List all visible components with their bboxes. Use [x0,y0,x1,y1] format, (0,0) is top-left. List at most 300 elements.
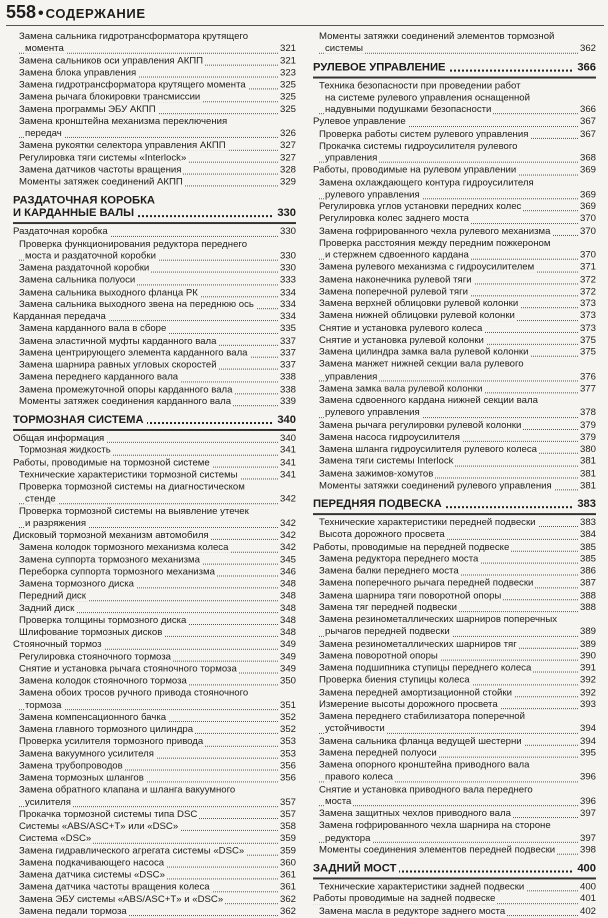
entry-page-number: 377 [579,383,596,395]
entry-page-number: 394 [579,723,596,735]
toc-entry[interactable] [313,687,596,699]
entry-page-number: 401 [579,893,596,905]
toc-entry-line [19,833,296,845]
entry-text: Замена переднего карданного вала [19,371,179,383]
toc-entry[interactable] [313,286,596,298]
toc-entry[interactable] [313,675,596,687]
toc-section-heading[interactable] [313,498,596,515]
toc-entry[interactable] [13,67,296,79]
toc-entry[interactable] [13,384,296,396]
toc-entry[interactable] [13,882,296,894]
toc-entry[interactable] [13,164,296,176]
toc-entry[interactable] [313,578,596,590]
toc-entry[interactable] [13,724,296,736]
toc-entry[interactable] [13,104,296,116]
toc-entry-line [19,712,296,724]
toc-entry[interactable] [313,420,596,432]
toc-entry-line [319,226,596,238]
entry-page-number: 325 [279,91,296,103]
entry-page-number: 342 [279,529,296,541]
entry-text: Замена тормозных шлангов [19,772,144,784]
toc-entry-line [319,80,596,92]
toc-entry[interactable] [313,80,596,116]
toc-entry[interactable] [13,809,296,821]
toc-entry-line [19,140,296,152]
toc-section-heading[interactable] [313,863,596,880]
toc-entry[interactable] [13,457,296,469]
toc-entry[interactable] [313,262,596,274]
entry-page-number: 337 [279,335,296,347]
toc-entry[interactable] [13,445,296,457]
toc-entry[interactable] [13,481,296,505]
toc-entry-line [19,773,296,785]
toc-entry[interactable] [13,845,296,857]
entry-text: тормоза [25,699,62,711]
toc-entry-line [313,116,596,128]
page-header [6,2,146,24]
toc-entry[interactable] [13,31,296,55]
toc-entry-line [19,263,296,275]
section-rule [13,429,296,431]
toc-entry[interactable] [313,141,596,165]
toc-entry[interactable] [313,310,596,322]
toc-entry[interactable] [313,129,596,141]
entry-text: Замена редуктора переднего моста [319,553,479,565]
toc-entry[interactable] [13,894,296,906]
entry-page-number: 327 [279,152,296,164]
toc-entry-line [19,55,296,67]
toc-entry[interactable] [13,736,296,748]
toc-entry-line [319,796,596,808]
toc-entry-line [319,335,596,347]
toc-entry[interactable] [13,578,296,590]
entry-page-number: 381 [579,468,596,479]
entry-page-number: 327 [279,140,296,152]
toc-entry[interactable] [313,784,596,808]
toc-entry[interactable] [313,395,596,419]
entry-page-number: 389 [579,626,596,638]
toc-entry-line [319,772,596,784]
entry-page-number: 388 [579,601,596,613]
toc-entry[interactable] [313,614,596,638]
entry-page-number: 338 [279,371,296,383]
toc-entry-line [19,675,296,687]
entry-page-number: 321 [279,55,296,67]
toc-entry-line [19,857,296,869]
toc-entry[interactable] [13,152,296,164]
toc-entry-line [19,299,296,311]
entry-page-number: 335 [279,323,296,335]
entry-page-number: 385 [579,553,596,565]
toc-entry[interactable] [313,165,596,177]
entry-text: на системе рулевого управления оснащенной [325,92,531,104]
section-page-number: 383 [574,498,596,511]
toc-entry[interactable] [13,530,296,542]
toc-entry[interactable] [313,663,596,675]
entry-text: Снятие и установка приводного вала переднего [319,783,533,795]
entry-page-number: 397 [579,808,596,820]
entry-text: Замена манжет нижней секции вала рулевого [319,358,524,370]
toc-entry-line [13,530,296,542]
toc-entry[interactable] [313,335,596,347]
toc-entry[interactable] [13,554,296,566]
entry-page-number: 388 [579,589,596,601]
toc-entry[interactable] [313,238,596,262]
entry-text: Замена программы ЭБУ АКПП [19,103,156,115]
entry-text: Проверка толщины тормозного диска [19,614,187,626]
toc-entry[interactable] [13,177,296,189]
toc-section-heading[interactable] [313,61,596,78]
toc-entry-line [13,433,296,445]
entry-page-number: 353 [279,736,296,748]
toc-entry[interactable] [313,894,596,906]
entry-text: Замена подшипника ступицы переднего колеса [319,662,532,674]
entry-text: Замена гидравлического агрегата системы «DSC» [19,845,245,857]
entry-page-number: 359 [279,845,296,857]
toc-entry-line [313,541,596,553]
entry-page-number: 383 [579,517,596,528]
entry-text: Замена поворотной опоры [319,650,438,662]
entry-page-number: 373 [579,298,596,310]
toc-entry[interactable] [313,517,596,529]
entry-text: Проверка тормозной системы на выявление утечек [19,505,249,517]
entry-page-number: 367 [579,116,596,128]
toc-entry[interactable] [313,881,596,893]
toc-entry-line [19,821,296,833]
toc-entry[interactable] [13,396,296,408]
toc-entry[interactable] [13,140,296,152]
entry-page-number: 330 [279,262,296,274]
entry-text: Замена карданного вала в сборе [19,323,167,335]
entry-page-number: 328 [279,164,296,176]
section-title-line: И КАРДАННЫЕ ВАЛЫ [13,207,137,219]
entry-text: Замена охлаждающего контура гидроусилителя [319,177,534,188]
toc-entry[interactable] [313,566,596,578]
entry-text: Системы «ABS/ASC+T» или «DSC» [19,821,179,832]
entry-text: Замена рукоятки селектора управления АКПП [19,140,226,152]
entry-text: Замена трубопроводов [19,760,123,772]
toc-entry-line [319,529,596,541]
section-title-last-line [313,498,596,511]
toc-entry-line [319,906,596,918]
section-title-line: ПЕРЕДНЯЯ ПОДВЕСКА [313,498,445,510]
toc-entry-line [319,359,596,371]
entry-text: Технические характеристики передней подвески [319,517,536,528]
toc-entry-line [19,43,296,55]
toc-entry-line [319,602,596,614]
entry-page-number: 386 [579,565,596,577]
toc-entry-line [19,542,296,554]
entry-page-number: 362 [579,43,596,55]
toc-entry[interactable] [313,480,596,492]
entry-page-number: 356 [279,772,296,784]
entry-text: Регулировка стояночного тормоза [19,651,172,663]
toc-entry[interactable] [313,432,596,444]
toc-entry[interactable] [313,359,596,383]
toc-entry-line [19,845,296,857]
entry-text: Высота дорожного просвета [319,529,445,541]
entry-text: Замена ЭБУ системы «ABS/ASC+T» и «DSC» [19,893,224,905]
entry-page-number: 387 [579,577,596,589]
toc-entry[interactable] [13,263,296,275]
toc-entry[interactable] [13,311,296,323]
toc-entry[interactable] [313,177,596,201]
toc-entry[interactable] [313,541,596,553]
toc-entry-line [19,287,296,299]
toc-entry[interactable] [13,323,296,335]
toc-entry-line [19,164,296,176]
entry-page-number: 393 [579,699,596,710]
entry-page-number: 356 [279,760,296,772]
toc-entry[interactable] [313,213,596,225]
entry-page-number: 341 [279,445,296,456]
toc-entry[interactable] [13,80,296,92]
toc-section-heading[interactable] [13,414,296,431]
toc-entry-line [319,468,596,480]
toc-entry[interactable] [313,529,596,541]
entry-text: Замена шарнира тяги поворотной опоры [319,589,502,601]
entry-page-number: 357 [279,808,296,820]
toc-entry-line [319,262,596,274]
entry-page-number: 321 [279,43,296,55]
toc-entry[interactable] [313,347,596,359]
toc-entry[interactable] [13,906,296,918]
entry-page-number: 349 [279,651,296,663]
toc-entry[interactable] [13,748,296,760]
toc-entry[interactable] [13,469,296,481]
entry-page-number: 325 [279,103,296,115]
toc-entry[interactable] [13,833,296,845]
toc-entry-line [19,335,296,347]
entry-page-number: 380 [579,443,596,455]
toc-entry[interactable] [13,506,296,530]
toc-entry[interactable] [13,663,296,675]
toc-entry[interactable] [313,323,596,335]
toc-entry-line [319,663,596,675]
toc-entry[interactable] [313,201,596,213]
toc-entry-line [319,614,596,626]
toc-entry[interactable] [13,712,296,724]
toc-entry-line [319,213,596,225]
toc-entry[interactable] [313,298,596,310]
toc-entry-line [319,274,596,286]
toc-entry[interactable] [313,226,596,238]
toc-entry-line [19,651,296,663]
entry-text: момента [25,43,64,55]
entry-page-number: 372 [579,286,596,298]
entry-text: усилителя [25,796,71,808]
toc-entry[interactable] [13,688,296,712]
toc-entry-line [19,724,296,736]
toc-entry[interactable] [313,274,596,286]
toc-entry[interactable] [313,906,596,918]
toc-entry-line [19,688,296,700]
toc-entry[interactable] [13,773,296,785]
entry-page-number: 361 [279,869,296,881]
toc-entry-line [19,494,296,506]
toc-entry[interactable] [13,542,296,554]
entry-text: Проверка биения ступицы колеса [319,674,470,686]
section-title-line: ТОРМОЗНАЯ СИСТЕМА [13,414,147,426]
section-page-number: 400 [574,863,596,876]
toc-entry-line [319,626,596,638]
entry-page-number: 370 [579,249,596,261]
entry-text: Прокачка системы гидроусилителя рулевого [319,140,518,152]
toc-entry[interactable] [313,735,596,747]
toc-entry-line [19,323,296,335]
entry-page-number: 341 [279,457,296,469]
toc-entry-line [319,323,596,335]
toc-entry[interactable] [13,372,296,384]
toc-entry[interactable] [13,627,296,639]
toc-entry-line [19,627,296,639]
entry-text: моста [325,796,352,807]
toc-entry[interactable] [13,348,296,360]
toc-entry[interactable] [13,857,296,869]
toc-entry[interactable] [13,275,296,287]
entry-text: Замена резинометаллических шарниров тяг [319,638,517,650]
entry-page-number: 360 [279,857,296,869]
toc-entry[interactable] [313,638,596,650]
toc-entry-line [19,554,296,566]
toc-entry[interactable] [313,699,596,711]
entry-text: редуктора [325,832,371,844]
entry-text: Стояночный тормоз [13,639,102,650]
toc-entry[interactable] [313,808,596,820]
toc-entry[interactable] [313,748,596,760]
toc-entry-line [19,152,296,164]
section-rule [13,222,296,224]
entry-page-number: 389 [579,638,596,650]
toc-entry-line [319,238,596,250]
toc-entry-line [319,286,596,298]
entry-text: передач [25,128,62,139]
entry-text: Замена тяг передней подвески [319,601,457,613]
toc-entry-line [19,615,296,627]
entry-text: Карданная передача [13,311,106,323]
entry-text: Технические характеристики тормозной системы [19,469,238,481]
entry-page-number: 349 [279,639,296,650]
toc-entry-line [319,298,596,310]
toc-entry-line [19,275,296,287]
entry-page-number: 368 [579,152,596,164]
toc-entry[interactable] [313,444,596,456]
toc-entry[interactable] [313,590,596,602]
toc-entry[interactable] [13,651,296,663]
toc-entry[interactable] [13,785,296,809]
toc-entry[interactable] [13,870,296,882]
toc-entry[interactable] [13,116,296,140]
entry-text: Замена гофрированного чехла рулевого механизма [319,225,551,237]
section-title-line: РАЗДАТОЧНАЯ КОРОБКА [13,194,155,207]
toc-entry[interactable] [313,116,596,128]
toc-entry-line [319,808,596,820]
header-bullet: • [38,5,44,22]
entry-text: Система «DSC» [19,833,92,845]
toc-entry[interactable] [13,433,296,445]
toc-entry[interactable] [13,360,296,372]
entry-text: Замена нижней облицовки рулевой колонки [319,310,515,322]
toc-entry[interactable] [13,603,296,615]
entry-text: Работы, проводимые на тормозной системе [13,457,210,469]
toc-section-heading[interactable] [13,195,296,225]
toc-entry[interactable] [313,602,596,614]
section-rule [313,513,596,515]
entry-text: Замена тормозного диска [19,578,134,590]
section-page-number: 330 [274,207,296,220]
toc-entry[interactable] [13,238,296,262]
entry-text: Замена кронштейна механизма переключения [19,115,228,127]
entry-text: Замена педали тормоза [19,905,127,917]
entry-page-number: 392 [579,686,596,698]
entry-text: Замена колодок стояночного тормоза [19,675,187,687]
entry-text: Замена обратного клапана и шланга вакуумного [19,784,236,796]
entry-text: Дисковый тормозной механизм автомобиля [13,529,209,541]
toc-entry[interactable] [313,383,596,395]
entry-text: и разряжения [25,517,87,529]
entry-page-number: 392 [579,674,596,686]
section-title-line: РУЛЕВОЕ УПРАВЛЕНИЕ [313,61,448,73]
toc-entry[interactable] [313,760,596,784]
entry-text: управления [325,152,378,164]
entry-text: Замена датчика частоты вращения колеса [19,881,210,893]
entry-text: Замена передней амортизационной стойки [319,686,512,698]
toc-entry-line [319,250,596,262]
toc-entry[interactable] [13,299,296,311]
toc-entry[interactable] [13,287,296,299]
toc-entry-line [19,591,296,603]
toc-entry[interactable] [313,711,596,735]
toc-entry[interactable] [313,553,596,565]
entry-page-number: 326 [279,128,296,139]
toc-entry[interactable] [13,591,296,603]
entry-page-number: 348 [279,602,296,614]
entry-page-number: 351 [279,699,296,711]
toc-entry[interactable] [13,821,296,833]
toc-entry[interactable] [313,456,596,468]
toc-entry[interactable] [13,615,296,627]
toc-entry-line [19,506,296,518]
entry-page-number: 369 [579,189,596,201]
toc-entry[interactable] [13,55,296,67]
entry-text: Проверка функционирования редуктора переднего [19,238,248,250]
toc-entry[interactable] [13,92,296,104]
toc-entry-line [19,445,296,457]
entry-text: Замена обоих тросов ручного привода стояночного [19,687,249,699]
entry-text: Работы проводимые на задней подвеске [313,893,496,905]
entry-text: Снятие и установка рулевой колонки [319,334,484,346]
toc-entry-line [319,31,596,43]
toc-entry[interactable] [313,31,596,55]
toc-entry[interactable] [13,335,296,347]
toc-entry[interactable] [13,566,296,578]
entry-text: Замена шланга гидроусилителя рулевого колеса [319,443,538,455]
toc-entry[interactable] [13,639,296,651]
toc-entry[interactable] [313,650,596,662]
toc-entry[interactable] [313,468,596,480]
toc-entry-line [319,347,596,359]
entry-page-number: 337 [279,347,296,359]
entry-text: Замена цилиндра замка вала рулевой колонки [319,346,529,358]
entry-page-number: 341 [279,469,296,481]
toc-entry[interactable] [13,675,296,687]
toc-entry-line [319,310,596,322]
entry-text: Замена зажимов-хомутов [319,468,434,479]
toc-entry[interactable] [13,760,296,772]
toc-entry[interactable] [313,820,596,844]
toc-entry-line [19,396,296,408]
toc-entry[interactable] [13,226,296,238]
